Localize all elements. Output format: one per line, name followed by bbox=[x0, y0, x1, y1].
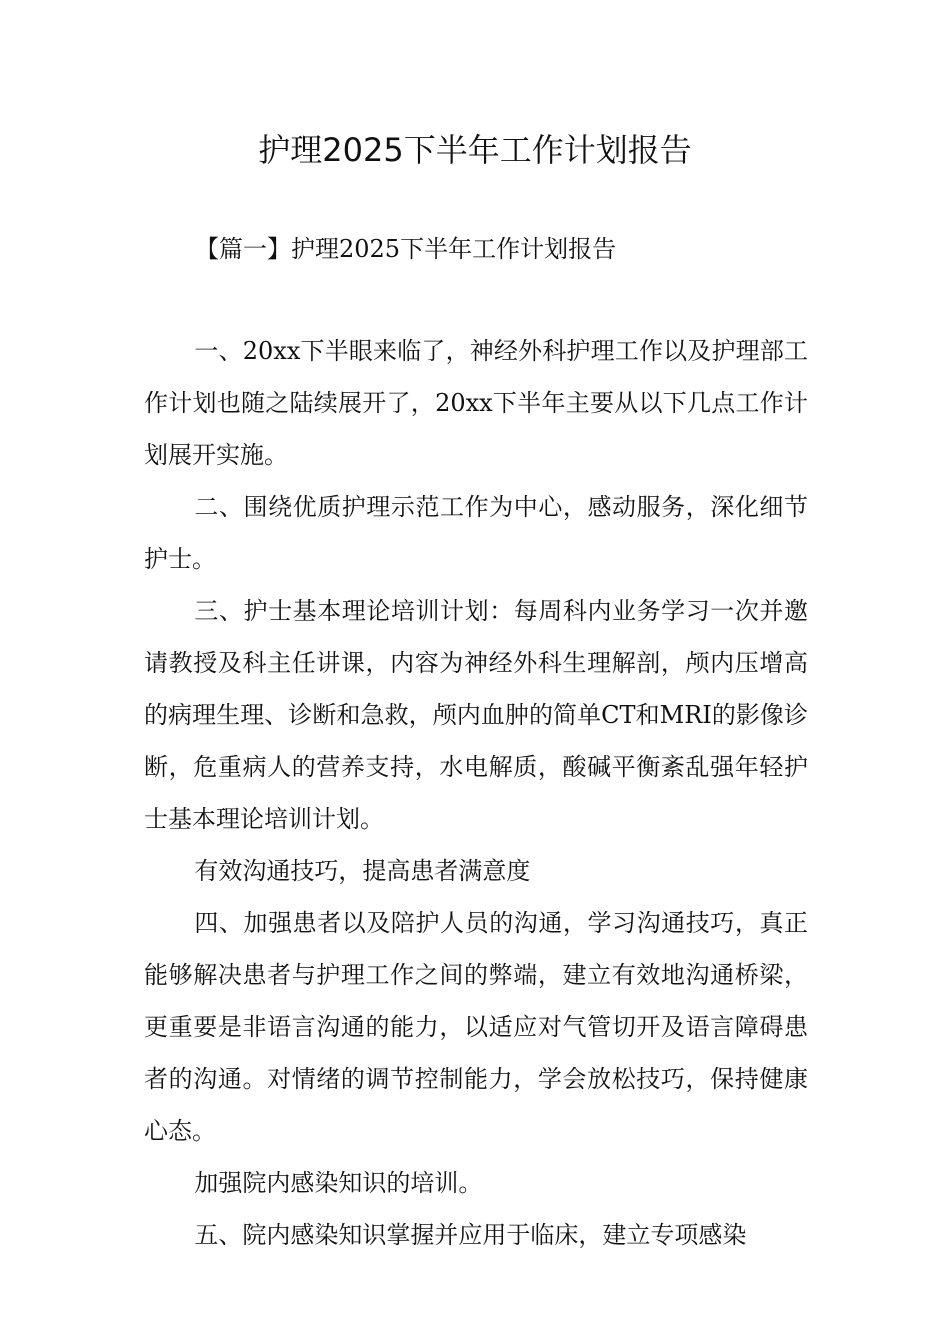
paragraph-5: 四、加强患者以及陪护人员的沟通，学习沟通技巧，真正能够解决患者与护理工作之间的弊端，建立有效地沟通桥梁，更重要是非语言沟通的能力，以适应对气管切开及语言障碍患者的沟通。对情绪的调节控制能力，学会放松技巧，保持健康心态。 bbox=[144, 909, 808, 1145]
paragraph-3: 三、护士基本理论培训计划：每周科内业务学习一次并邀请教授及科主任讲课，内容为神经外科生理解剖，颅内压增高的病理生理、诊断和急救，颅内血肿的简单CT和MRI的影像诊断，危重病人的营养支持，水电解质，酸碱平衡紊乱强年轻护士基本理论培训计划。 bbox=[144, 597, 808, 833]
paragraph-7: 五、院内感染知识掌握并应用于临床，建立专项感染 bbox=[194, 1221, 747, 1249]
document-title: 护理2025下半年工作计划报告 bbox=[258, 131, 692, 169]
paragraph-4: 有效沟通技巧，提高患者满意度 bbox=[194, 857, 531, 885]
paragraph-6: 加强院内感染知识的培训。 bbox=[194, 1169, 483, 1197]
paragraph-1: 一、20xx下半眼来临了，神经外科护理工作以及护理部工作计划也随之陆续展开了，20xx下半年主要从以下几点工作计划展开实施。 bbox=[144, 337, 808, 469]
paragraph-2: 二、围绕优质护理示范工作为中心，感动服务，深化细节护士。 bbox=[144, 493, 808, 573]
section-heading: 【篇一】护理2025下半年工作计划报告 bbox=[195, 235, 617, 263]
document-body bbox=[144, 325, 808, 1261]
